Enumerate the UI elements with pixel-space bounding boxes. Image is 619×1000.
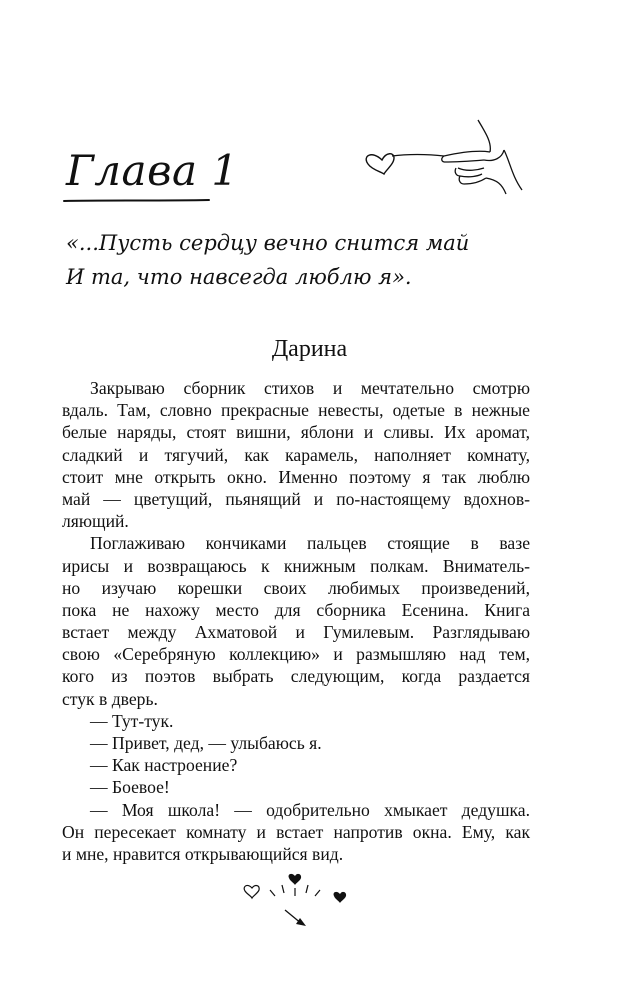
paragraph-line: кого из поэтов выбрать следующим, когда раздается [62,666,530,687]
paragraph-line: май — цветущий, пьянящий и по-настоящему вдохнов- [62,488,530,509]
dialogue-line: — Привет, дед, — улыбаюсь я. [90,733,322,753]
hand-with-heart-icon [352,112,527,197]
paragraph-line: Поглаживаю кончиками пальцев стоящие в вазе [90,533,530,554]
paragraph-line: сладкий и тягучий, как карамель, наполняет комнату, [62,444,530,465]
body-text [62,377,530,865]
paragraph-line: ляющий. [62,511,129,532]
hearts-ornament-icon [240,868,360,930]
dialogue-line: — Моя школа! — одобрительно хмыкает дедушка. [90,799,530,820]
paragraph-line: и мне, нравится открывающийся вид. [62,843,344,864]
paragraph-line: стоит мне открыть окно. Именно поэтому я так люблю [62,466,530,487]
epigraph-line: И та, что навсегда люблю я». [66,265,412,289]
paragraph-line: Он пересекает комнату и встает напротив окна. Ему, как [62,821,530,842]
dialogue-line: — Тут-тук. [90,710,174,731]
paragraph-line: свою «Серебряную коллекцию» и размышляю над тем, [62,644,530,665]
paragraph-line: белые наряды, стоят вишни, яблони и сливы. Их аромат, [62,422,530,443]
paragraph-line: ирисы и возвращаюсь к книжным полкам. Вниматель- [62,555,530,576]
epigraph [66,226,469,294]
epigraph-line: «...Пусть сердцу вечно снится май [66,231,470,255]
paragraph-line: пока не нахожу место для сборника Есенина. Книга [62,599,530,620]
paragraph-line: но изучаю корешки своих любимых произведений, [62,577,530,598]
paragraph-line: встает между Ахматовой и Гумилевым. Разглядываю [62,622,530,643]
dialogue-line: — Боевое! [90,777,170,798]
dialogue-line: — Как настроение? [90,755,238,776]
section-heading: Дарина [271,336,348,362]
paragraph-line: Закрываю сборник стихов и мечтательно смотрю [90,378,530,398]
paragraph-line: стук в дверь. [62,688,158,709]
chapter-underline [62,196,212,206]
chapter-title: Глава 1 [66,146,239,195]
paragraph-line: вдаль. Там, словно прекрасные невесты, одетые в нежные [62,400,530,421]
